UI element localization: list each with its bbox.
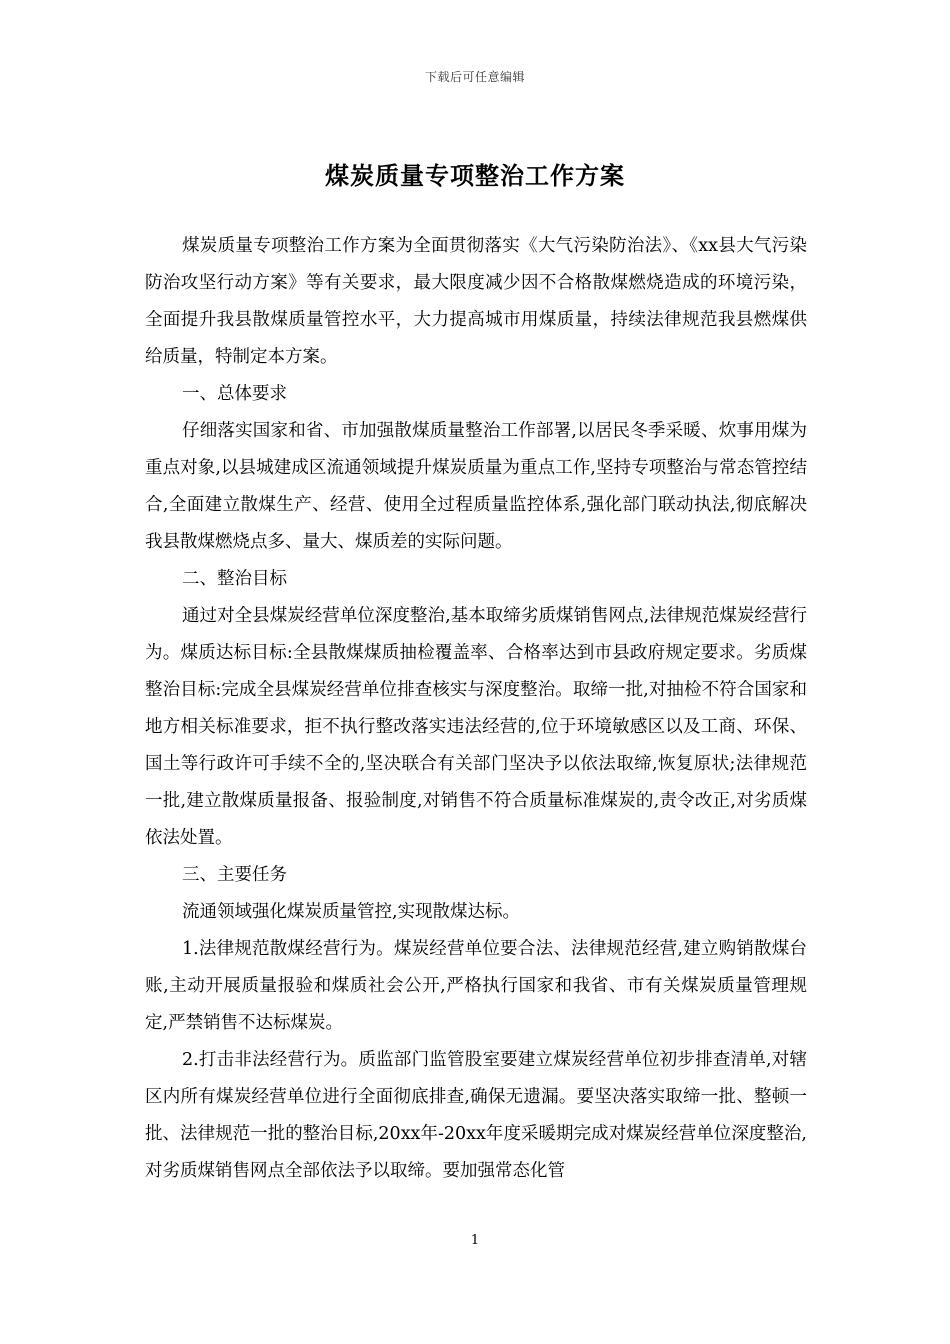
document-title: 煤炭质量专项整治工作方案 (325, 161, 625, 190)
section-heading-2: 二、整治目标 (182, 569, 287, 589)
paragraph-task-1: 1.法律规范散煤经营行为。煤炭经营单位要合法、法律规范经营,建立购销散煤台账,主动开展质量报验和煤质社会公开,严格执行国家和我省、市有关煤炭质量管理规定,严禁销售不达标煤炭。 (145, 939, 807, 1033)
page-number: 1 (470, 1233, 480, 1248)
paragraph-intro: 煤炭质量专项整治工作方案为全面贯彻落实《大气污染防治法》、《xx县大气污染防治攻坚行动方案》等有关要求，最大限度减少因不合格散煤燃烧造成的环境污染，全面提升我县散煤质量管控水平，大力提高城市用煤质量，持续法律规范我县燃煤供给质量，特制定本方案。 (145, 236, 807, 367)
document-body (145, 228, 807, 1190)
section-heading-1: 一、总体要求 (182, 384, 287, 404)
paragraph-task-intro: 流通领域强化煤炭质量管控,实现散煤达标。 (182, 902, 521, 922)
paragraph-requirements: 仔细落实国家和省、市加强散煤质量整治工作部署,以居民冬季采暖、炊事用煤为重点对象,以县城建成区流通领域提升煤炭质量为重点工作,坚持专项整治与常态管控结合,全面建立散煤生产、经营、使用全过程质量监控体系,强化部门联动执法,彻底解决我县散煤燃烧点多、量大、煤质差的实际问题。 (145, 421, 807, 552)
paragraph-goals: 通过对全县煤炭经营单位深度整治,基本取缔劣质煤销售网点,法律规范煤炭经营行为。煤质达标目标:全县散煤煤质抽检覆盖率、合格率达到市县政府规定要求。劣质煤整治目标:完成全县煤炭经营单位排查核实与深度整治。取缔一批,对抽检不符合国家和地方相关标准要求，拒不执行整改落实违法经营的,位于环境敏感区以及工商、环保、国土等行政许可手续不全的,坚决联合有关部门坚决予以依法取缔,恢复原状;法律规范一批,建立散煤质量报备、报验制度,对销售不符合质量标准煤炭的,责令改正,对劣质煤依法处置。 (145, 606, 807, 848)
paragraph-task-2: 2.打击非法经营行为。质监部门监管股室要建立煤炭经营单位初步排查清单,对辖区内所有煤炭经营单位进行全面彻底排查,确保无遗漏。要坚决落实取缔一批、整顿一批、法律规范一批的整治目标,20xx年-20xx年度采暖期完成对煤炭经营单位深度整治,对劣质煤销售网点全部依法予以取缔。要加强常态化管 (145, 1050, 807, 1181)
page-header-note: 下载后可任意编辑 (424, 70, 525, 84)
section-heading-3: 三、主要任务 (182, 865, 287, 885)
